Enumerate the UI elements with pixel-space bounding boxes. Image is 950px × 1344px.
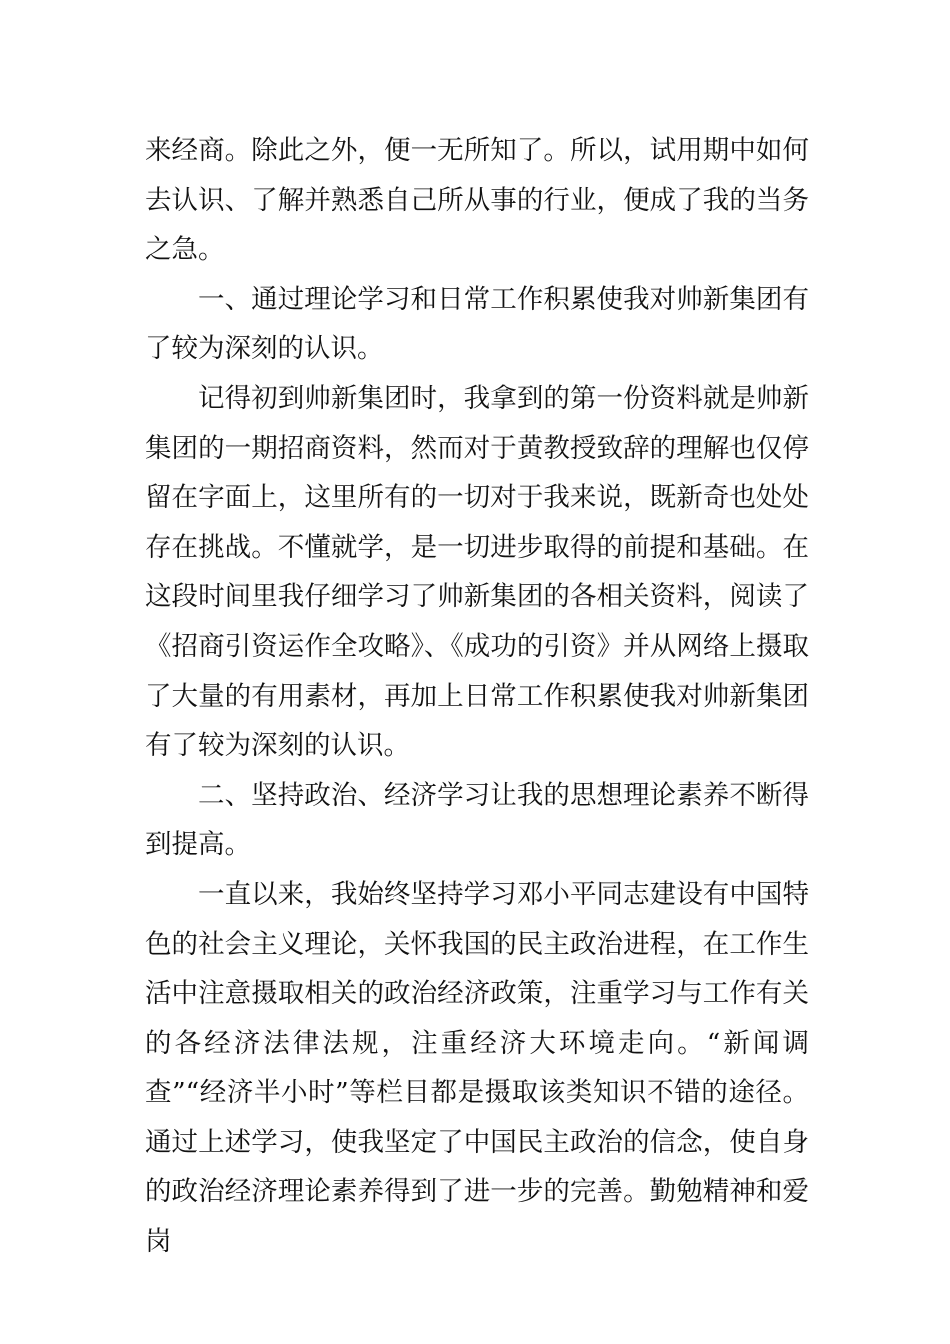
paragraph-continuation: 来经商。除此之外，便一无所知了。所以，试用期中如何去认识、了解并熟悉自己所从事的行业，便成了我的当务之急。 xyxy=(145,135,809,266)
document-body xyxy=(145,126,809,1267)
section-heading-one: 一、通过理论学习和日常工作积累使我对帅新集团有了较为深刻的认识。 xyxy=(145,283,809,365)
section-heading-two: 二、坚持政治、经济学习让我的思想理论素养不断得到提高。 xyxy=(145,779,809,861)
paragraph-section-two-body: 一直以来，我始终坚持学习邓小平同志建设有中国特色的社会主义理论，关怀我国的民主政治进程，在工作生活中注意摄取相关的政治经济政策，注重学习与工作有关的各经济法律法规，注重经济大环境走向。“新闻调查”“经济半小时”等栏目都是摄取该类知识不错的途径。通过上述学习，使我坚定了中国民主政治的信念，使自身的政治经济理论素养得到了进一步的完善。勤勉精神和爱岗 xyxy=(145,878,809,1258)
paragraph-section-one-body: 记得初到帅新集团时，我拿到的第一份资料就是帅新集团的一期招商资料，然而对于黄教授致辞的理解也仅停留在字面上，这里所有的一切对于我来说，既新奇也处处存在挑战。不懂就学，是一切进步取得的前提和基础。在这段时间里我仔细学习了帅新集团的各相关资料，阅读了《招商引资运作全攻略》、《成功的引资》并从网络上摄取了大量的有用素材，再加上日常工作积累使我对帅新集团有了较为深刻的认识。 xyxy=(145,382,809,762)
